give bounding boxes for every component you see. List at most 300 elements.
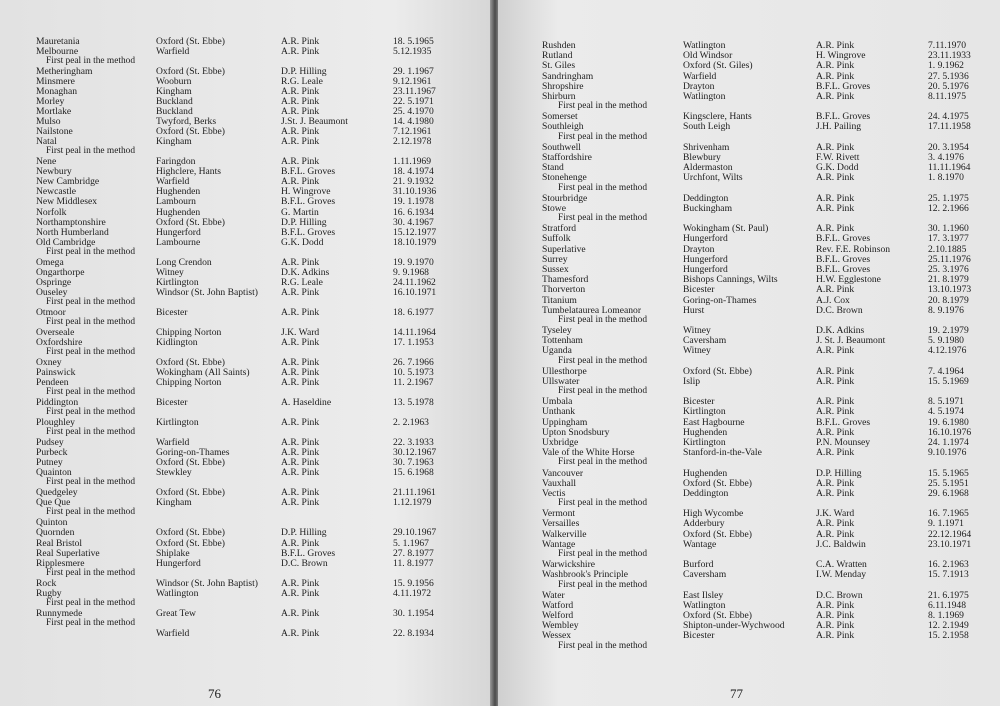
method-name: Putney (36, 457, 63, 469)
method-place: Drayton (683, 243, 715, 255)
method-place: Shiplake (156, 547, 190, 559)
method-place: Hughenden (156, 186, 201, 198)
method-place: Goring-on-Thames (156, 447, 230, 459)
method-name: Northamptonshire (36, 216, 106, 228)
first-peal-note: First peal in the method (46, 346, 136, 357)
method-conductor: J.K. Ward (281, 326, 320, 338)
method-conductor: A.R. Pink (816, 518, 855, 530)
method-name: Sussex (542, 263, 569, 275)
method-place: Kirtlington (156, 417, 199, 429)
first-peal-note: First peal in the method (46, 407, 136, 418)
method-name: Upton Snodsbury (542, 426, 610, 438)
method-conductor: A.R. Pink (816, 375, 855, 387)
method-name: Purbeck (36, 447, 68, 459)
method-place: Oxford (St. Ebbe) (156, 356, 226, 368)
method-place: Oxford (St. Ebbe) (683, 365, 753, 377)
method-place: Wokingham (St. Paul) (683, 223, 769, 235)
method-place: Kirtlington (156, 276, 199, 288)
method-conductor: G.K. Dodd (816, 162, 859, 174)
method-date: 23.10.1971 (928, 538, 972, 550)
method-conductor: R.G. Leale (281, 276, 323, 288)
method-conductor: A.R. Pink (816, 70, 855, 82)
method-conductor: J.H. Pailing (816, 121, 862, 133)
method-conductor: A.R. Pink (816, 223, 855, 235)
method-conductor: A.R. Pink (281, 437, 320, 449)
method-name: Tottenham (542, 335, 583, 347)
method-place: Stanford-in-the-Vale (683, 447, 762, 459)
method-name: Rushden (542, 40, 576, 51)
method-name: Mauretania (36, 36, 80, 47)
method-conductor: B.F.L. Groves (816, 416, 871, 428)
method-place: Bicester (683, 284, 715, 296)
method-date: 14. 4.1980 (393, 116, 434, 128)
first-peal-note: First peal in the method (558, 549, 648, 559)
method-conductor: A.R. Pink (816, 528, 855, 540)
method-place: Warfield (156, 46, 190, 58)
method-place: Great Tew (156, 607, 196, 619)
method-date: 16. 2.1963 (928, 559, 969, 571)
method-place: Oxford (St. Ebbe) (156, 487, 226, 499)
method-place: East Ilsley (683, 589, 724, 601)
method-date: 22. 8.1934 (393, 627, 434, 639)
method-date: 18. 4.1974 (393, 166, 434, 178)
method-name: Minsmere (36, 76, 75, 88)
method-conductor: A.R. Pink (281, 336, 320, 348)
method-conductor: A.R. Pink (281, 156, 320, 168)
method-place: Islip (683, 375, 701, 387)
method-conductor: B.F.L. Groves (816, 233, 871, 245)
method-conductor: D.C. Brown (281, 557, 328, 569)
method-name: Wessex (542, 630, 572, 642)
method-conductor: A.R. Pink (281, 46, 320, 58)
method-conductor: A.R. Pink (281, 627, 320, 639)
method-place: Old Windsor (683, 50, 733, 62)
method-date: 30. 4.1967 (393, 216, 434, 228)
method-conductor: D.K. Adkins (281, 266, 330, 278)
method-date: 19. 9.1970 (393, 256, 434, 268)
method-place: Deddington (683, 487, 729, 499)
method-name: Ouseley (36, 286, 68, 298)
method-place: Goring-on-Thames (683, 294, 757, 306)
method-date: 15. 2.1958 (928, 630, 969, 642)
method-conductor: A.J. Cox (816, 294, 850, 306)
first-peal-note: First peal in the method (46, 146, 136, 157)
method-date: 5. 9.1980 (928, 335, 964, 347)
method-place: Hungerford (683, 263, 728, 275)
first-peal-note: First peal in the method (558, 355, 648, 366)
method-conductor: D.P. Hilling (281, 66, 327, 78)
method-date: 15. 9.1956 (393, 577, 434, 589)
method-name: Tumbelataurea Lomeanor (542, 304, 642, 316)
method-place: Aldermaston (683, 162, 733, 174)
method-place: Highclere, Hants (156, 166, 222, 178)
method-place: Buckland (156, 96, 193, 108)
method-name: Stourbridge (542, 192, 588, 204)
method-conductor: I.W. Menday (816, 569, 867, 581)
method-name: Real Bristol (36, 537, 83, 549)
method-date: 16.10.1976 (928, 426, 972, 438)
method-conductor: A.R. Pink (281, 377, 320, 389)
method-place: Oxford (St. Ebbe) (683, 610, 753, 622)
method-name: Norfolk (36, 206, 67, 218)
method-name: Otmoor (36, 306, 66, 318)
method-name: Umbala (542, 396, 573, 408)
method-name: Ospringe (36, 276, 72, 288)
method-date: 15. 5.1965 (928, 467, 969, 479)
method-name: Uganda (542, 345, 572, 357)
method-name: Surrey (542, 253, 568, 265)
method-conductor: J.St. J. Beaumont (281, 116, 348, 128)
method-conductor: B.F.L. Groves (816, 111, 871, 123)
method-conductor: A.R. Pink (816, 90, 855, 102)
method-conductor: A.R. Pink (816, 610, 855, 622)
method-conductor: J. St. J. Beaumont (816, 335, 886, 347)
method-conductor: A.R. Pink (281, 136, 320, 148)
method-name: Real Superlative (36, 547, 100, 559)
method-conductor: A.R. Pink (816, 202, 855, 214)
method-name: Stand (542, 162, 564, 174)
method-conductor: A.R. Pink (816, 630, 855, 642)
method-conductor: A.R. Pink (816, 487, 855, 499)
method-date: 3. 4.1976 (928, 151, 964, 163)
method-place: Oxford (St. Ebbe) (156, 457, 226, 469)
method-date: 2.12.1978 (393, 136, 432, 148)
method-conductor: A.R. Pink (281, 126, 320, 138)
method-date: 4.12.1976 (928, 345, 967, 357)
method-place: Adderbury (683, 518, 725, 530)
method-conductor: A.R. Pink (281, 417, 320, 429)
method-date: 18. 6.1977 (393, 306, 434, 318)
method-place: Chipping Norton (156, 326, 222, 338)
method-name: Uppingham (542, 416, 588, 428)
method-name: Quedgeley (36, 487, 78, 499)
method-date: 11. 2.1967 (393, 377, 434, 389)
method-place: Lambourne (156, 236, 201, 248)
method-name: Rock (36, 577, 57, 589)
method-conductor: A.R. Pink (281, 447, 320, 459)
method-name: Painswick (36, 366, 76, 378)
method-place: Warfield (156, 627, 190, 639)
method-date: 15. 6.1968 (393, 467, 434, 479)
first-peal-note: First peal in the method (558, 457, 648, 468)
method-date: 17. 3.1977 (928, 233, 969, 245)
method-conductor: A.R. Pink (816, 396, 855, 408)
method-date: 22.12.1964 (928, 528, 972, 540)
method-conductor: A.R. Pink (816, 40, 855, 51)
method-date: 16. 7.1965 (928, 508, 969, 520)
method-name: St. Giles (542, 60, 576, 72)
method-conductor: A.R. Pink (816, 172, 855, 184)
method-conductor: B.F.L. Groves (281, 196, 336, 208)
method-name: Ullesthorpe (542, 365, 587, 377)
method-name: Suffolk (542, 233, 571, 245)
method-place: Twyford, Berks (156, 116, 217, 128)
method-date: 26. 7.1966 (393, 356, 434, 368)
method-date: 12. 2.1949 (928, 620, 969, 632)
method-date: 27. 5.1936 (928, 70, 969, 82)
method-place: Bicester (683, 630, 715, 642)
method-name: Staffordshire (542, 151, 592, 163)
method-date: 7.11.1970 (928, 40, 967, 51)
method-place: Oxford (St. Ebbe) (156, 537, 226, 549)
method-place: Oxford (St. Ebbe) (683, 528, 753, 540)
method-date: 25. 1.1975 (928, 192, 969, 204)
method-date: 4.11.1972 (393, 587, 432, 599)
method-date: 21. 9.1932 (393, 176, 434, 188)
method-place: Shipton-under-Wychwood (683, 620, 785, 632)
method-date: 18. 5.1965 (393, 36, 434, 47)
method-name: Ullswater (542, 375, 580, 387)
method-conductor: A.R. Pink (816, 365, 855, 377)
method-place: Oxford (St. Ebbe) (156, 126, 226, 138)
method-name: Ploughley (36, 417, 75, 429)
method-place: Windsor (St. John Baptist) (156, 577, 258, 589)
first-peal-note: First peal in the method (46, 597, 136, 608)
method-name: Omega (36, 256, 64, 268)
method-name: Rutland (542, 50, 573, 62)
method-conductor: A.R. Pink (816, 284, 855, 296)
method-place: Watlington (683, 40, 726, 51)
method-place: Hughenden (156, 206, 201, 218)
method-date: 20. 3.1954 (928, 141, 969, 153)
method-name: Shropshire (542, 80, 584, 92)
method-conductor: H. Wingrove (816, 50, 866, 62)
method-date: 19. 1.1978 (393, 196, 434, 208)
method-conductor: A.R. Pink (281, 487, 320, 499)
method-date: 29. 6.1968 (928, 487, 969, 499)
method-date: 15. 7.1913 (928, 569, 969, 581)
method-date: 22. 3.1933 (393, 437, 434, 449)
method-name: Titanium (542, 294, 577, 306)
page-right (498, 0, 1000, 706)
method-date: 15. 5.1969 (928, 375, 969, 387)
method-date: 29.10.1967 (393, 527, 437, 539)
method-place: Kingsclere, Hants (683, 111, 752, 123)
method-name: Stowe (542, 202, 566, 214)
method-place: Oxford (St. Ebbe) (156, 66, 226, 78)
method-place: Burford (683, 559, 714, 571)
method-conductor: D.C. Brown (816, 304, 863, 316)
method-conductor: A.R. Pink (816, 620, 855, 632)
method-name: Quinton (36, 517, 68, 529)
method-conductor: A.R. Pink (281, 467, 320, 479)
method-place: Oxford (St. Ebbe) (156, 527, 226, 539)
first-peal-note: First peal in the method (558, 182, 648, 193)
method-date: 30. 7.1963 (393, 457, 434, 469)
method-conductor: A.R. Pink (281, 356, 320, 368)
method-date: 8. 9.1976 (928, 304, 964, 316)
method-place: Watlington (683, 90, 726, 102)
method-name: New Middlesex (36, 196, 98, 208)
method-date: 5. 1.1967 (393, 537, 429, 549)
method-date: 9. 1.1971 (928, 518, 964, 530)
method-date: 16.10.1971 (393, 286, 437, 298)
method-name: Sandringham (542, 70, 594, 82)
method-place: Kingham (156, 136, 192, 148)
method-date: 17.11.1958 (928, 121, 971, 133)
first-peal-note: First peal in the method (558, 131, 648, 142)
method-conductor: B.F.L. Groves (281, 547, 336, 559)
method-place: Oxford (St. Ebbe) (156, 36, 226, 47)
method-place: Kingham (156, 86, 192, 98)
first-peal-note: First peal in the method (46, 387, 136, 398)
method-name: Que Que (36, 497, 71, 509)
method-conductor: R.G. Leale (281, 76, 323, 88)
method-place: Long Crendon (156, 256, 212, 268)
method-conductor: A.R. Pink (281, 537, 320, 549)
method-date: 30. 1.1954 (393, 607, 434, 619)
method-place: Watlington (156, 587, 199, 599)
method-place: Caversham (683, 335, 727, 347)
method-place: Hughenden (683, 426, 728, 438)
method-place: Drayton (683, 80, 715, 92)
method-name: Oxfordshire (36, 336, 83, 348)
method-date: 1. 8.1970 (928, 172, 964, 184)
first-peal-note: First peal in the method (558, 101, 648, 112)
method-date: 9.12.1961 (393, 76, 432, 88)
method-name: Wantage (542, 538, 576, 550)
page-left (0, 0, 492, 706)
first-peal-note: First peal in the method (46, 567, 136, 578)
method-place: Hungerford (156, 557, 201, 569)
method-name: Quornden (36, 527, 75, 539)
first-peal-note: First peal in the method (558, 386, 648, 397)
method-name: Shirburn (542, 90, 576, 102)
method-date: 25. 3.1976 (928, 263, 969, 275)
page-number: 76 (208, 686, 221, 701)
method-conductor: A.R. Pink (816, 426, 855, 438)
method-name: Monaghan (36, 86, 78, 98)
first-peal-note: First peal in the method (46, 246, 136, 257)
method-conductor: A.R. Pink (816, 192, 855, 204)
method-conductor: A.R. Pink (281, 306, 320, 318)
method-date: 13.10.1973 (928, 284, 972, 296)
method-conductor: J.C. Baldwin (816, 538, 866, 550)
method-name: Rugby (36, 587, 62, 599)
method-date: 21.11.1961 (393, 487, 436, 499)
method-name: Stonehenge (542, 172, 587, 184)
method-date: 30.12.1967 (393, 447, 437, 459)
method-conductor: A.R. Pink (281, 607, 320, 619)
method-place: Shrivenham (683, 141, 730, 153)
method-place: Kingham (156, 497, 192, 509)
method-name: Thorverton (542, 284, 586, 296)
method-conductor: A.R. Pink (281, 497, 320, 509)
method-conductor: F.W. Rivett (816, 151, 860, 163)
method-name: Vectis (542, 487, 566, 499)
method-date: 2.10.1885 (928, 243, 967, 255)
method-date: 4. 5.1974 (928, 406, 964, 418)
method-name: New Cambridge (36, 176, 100, 188)
method-conductor: A.R. Pink (281, 96, 320, 108)
method-date: 1. 9.1962 (928, 60, 964, 72)
method-date: 13. 5.1978 (393, 397, 434, 409)
method-date: 11.11.1964 (928, 162, 971, 174)
method-name: Walkerville (542, 528, 587, 540)
method-conductor: D.P. Hilling (281, 527, 327, 539)
method-date: 12. 2.1966 (928, 202, 969, 214)
method-name: Mulso (36, 116, 61, 128)
method-name: Wembley (542, 620, 579, 632)
method-name: Warwickshire (542, 559, 596, 571)
method-date: 22. 5.1971 (393, 96, 434, 108)
method-name: Newcastle (36, 186, 76, 198)
first-peal-note: First peal in the method (558, 498, 648, 509)
method-date: 30. 1.1960 (928, 223, 969, 235)
first-peal-note: First peal in the method (46, 507, 136, 518)
method-place: East Hagbourne (683, 416, 745, 428)
method-name: Somerset (542, 111, 578, 123)
method-date: 25. 4.1970 (393, 106, 434, 118)
method-conductor: P.N. Mounsey (816, 437, 871, 449)
method-name: Vauxhall (542, 477, 577, 489)
method-place: Buckingham (683, 202, 733, 214)
method-conductor: A.R. Pink (281, 587, 320, 599)
method-place: Hughenden (683, 467, 728, 479)
method-name: Pendeen (36, 377, 69, 389)
method-name: Ongarthorpe (36, 266, 85, 278)
method-place: Chipping Norton (156, 377, 222, 389)
method-name: Southleigh (542, 121, 584, 133)
method-date: 1.11.1969 (393, 156, 432, 168)
method-name: Thamesford (542, 274, 589, 286)
method-date: 31.10.1936 (393, 186, 437, 198)
method-place: Witney (683, 325, 711, 337)
method-date: 20. 8.1979 (928, 294, 969, 306)
method-place: Oxford (St. Ebbe) (156, 216, 226, 228)
method-place: Bicester (156, 306, 188, 318)
method-date: 16. 6.1934 (393, 206, 434, 218)
method-name: Stratford (542, 223, 577, 235)
method-date: 5.12.1935 (393, 46, 432, 58)
first-peal-note: First peal in the method (46, 56, 136, 67)
method-place: Witney (683, 345, 711, 357)
method-date: 9. 9.1968 (393, 266, 429, 278)
first-peal-note: First peal in the method (46, 427, 136, 438)
method-place: Warfield (156, 437, 190, 449)
method-name: Newbury (36, 166, 72, 178)
method-conductor: D.C. Brown (816, 589, 863, 601)
first-peal-note: First peal in the method (558, 213, 648, 224)
method-conductor: J.K. Ward (816, 508, 855, 520)
method-conductor: A.R. Pink (281, 106, 320, 118)
method-place: Bicester (156, 397, 188, 409)
method-conductor: D.P. Hilling (816, 467, 862, 479)
method-name: Vancouver (542, 467, 584, 479)
method-conductor: A.R. Pink (816, 477, 855, 489)
method-place: High Wycombe (683, 508, 744, 520)
method-conductor: Rev. F.E. Robinson (816, 243, 891, 255)
method-conductor: A.R. Pink (816, 345, 855, 357)
method-date: 27. 8.1977 (393, 547, 434, 559)
method-name: Overseale (36, 326, 75, 338)
method-conductor: A.R. Pink (281, 36, 320, 47)
method-date: 24.11.1962 (393, 276, 436, 288)
method-place: Warfield (683, 70, 717, 82)
method-date: 24. 4.1975 (928, 111, 969, 123)
method-name: Washbrook's Principle (542, 569, 628, 581)
method-place: Kirtlington (683, 437, 726, 449)
method-date: 24. 1.1974 (928, 437, 969, 449)
method-name: Melbourne (36, 46, 79, 58)
method-date: 29. 1.1967 (393, 66, 434, 78)
method-date: 15.12.1977 (393, 226, 437, 238)
method-conductor: A.R. Pink (816, 141, 855, 153)
method-place: Faringdon (156, 156, 196, 168)
method-name: Welford (542, 610, 574, 622)
method-conductor: D.P. Hilling (281, 216, 327, 228)
method-place: Wooburn (156, 76, 192, 88)
